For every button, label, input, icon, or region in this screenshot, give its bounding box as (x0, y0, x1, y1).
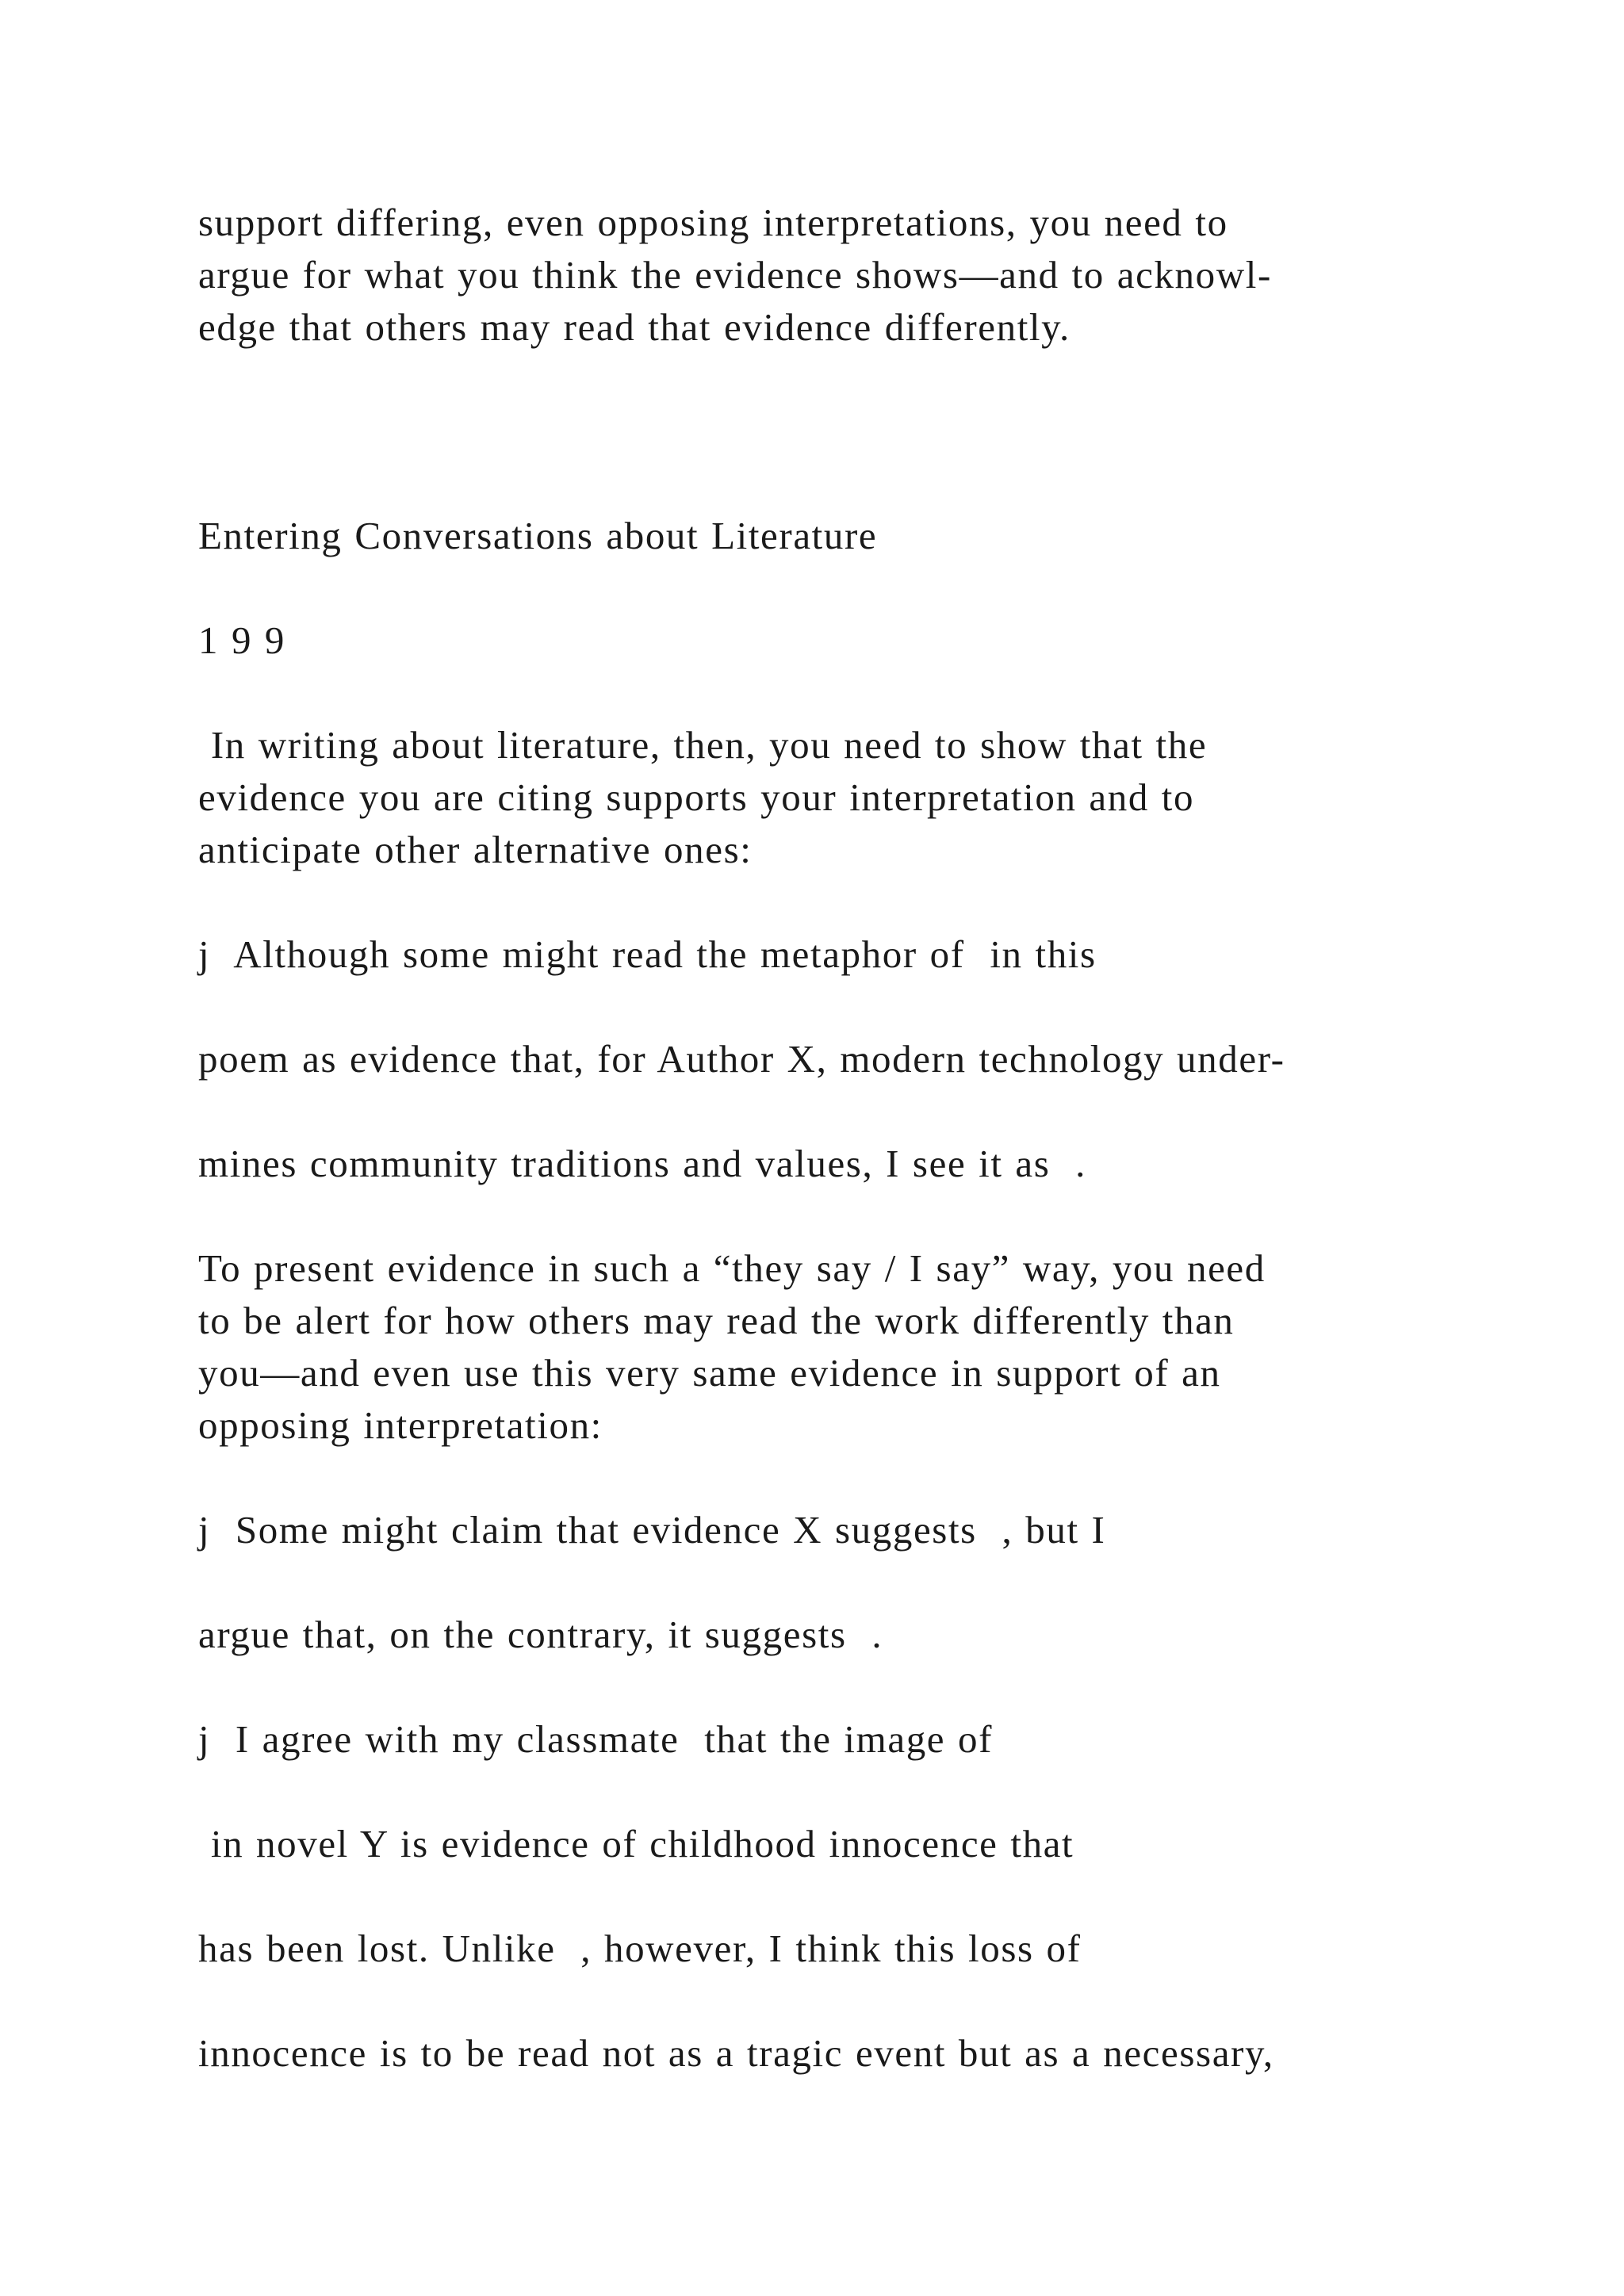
text-line: j Although some might read the metaphor of in this (198, 932, 1097, 976)
text-line: argue that, on the contrary, it suggests . (198, 1613, 883, 1656)
text-line: anticipate other alternative ones: (198, 828, 753, 871)
text-line: to be alert for how others may read the work differently than (198, 1299, 1235, 1342)
text-line: mines community traditions and values, I see it as . (198, 1142, 1086, 1185)
page-number: 1 9 9 (198, 618, 285, 662)
text-line: has been lost. Unlike , however, I think this loss of (198, 1927, 1082, 1970)
text-line: you—and even use this very same evidence in support of an (198, 1351, 1221, 1395)
text-line: In writing about literature, then, you need to show that the (198, 723, 1208, 767)
text-line: argue for what you think the evidence shows—and to acknowl- (198, 253, 1272, 297)
text-line: j I agree with my classmate that the image of (198, 1717, 994, 1761)
text-line: in novel Y is evidence of childhood innocence that (198, 1822, 1074, 1866)
text-line: opposing interpretation: (198, 1403, 603, 1447)
text-line: j Some might claim that evidence X suggests , but I (198, 1508, 1106, 1552)
text-line: poem as evidence that, for Author X, modern technology under- (198, 1037, 1285, 1081)
text-line: innocence is to be read not as a tragic event but as a necessary, (198, 2031, 1274, 2075)
text-line: edge that others may read that evidence differently. (198, 305, 1071, 349)
text-line: To present evidence in such a “they say / I say” way, you need (198, 1246, 1266, 1290)
section-title: Entering Conversations about Literature (198, 514, 878, 557)
text-line: evidence you are citing supports your interpretation and to (198, 775, 1195, 819)
text-line: support differing, even opposing interpretations, you need to (198, 201, 1228, 244)
